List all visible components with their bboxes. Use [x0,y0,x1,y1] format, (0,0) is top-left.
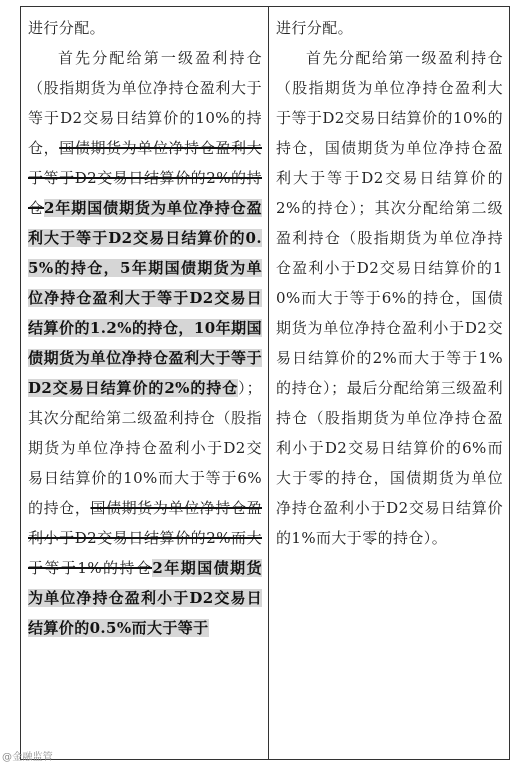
left-text-segment: 首先分配给第一级盈利持仓（股指期货为单位净持仓盈利大于等于D2交易日结算价的10%的持仓， [28,49,262,157]
inserted-text-segment: 2年期国债期货为单位净持仓盈利大于等于D2交易日结算价的0.5%的持仓，5年期国债期货为单位净持仓盈利大于等于D2交易日结算价的1.2%的持仓，10年期国债期货为单位净持仓盈利大于等于D2交易日结算价的2%的持仓 [28,199,262,397]
left-paragraph-intro: 进行分配。 [28,19,106,37]
left-paragraph-main [28,43,262,643]
deleted-text-segment: 国债期货为单位净持仓盈利大于等于D2交易日结算价的2%的持仓 [28,139,262,217]
right-paragraph-main: 首先分配给第一级盈利持仓（股指期货为单位净持仓盈利大于等于D2交易日结算价的10%的持仓，国债期货为单位净持仓盈利大于等于D2交易日结算价的2%的持仓）；其次分配给第二级盈利持仓（股指期货为单位净持仓盈利小于D2交易日结算价的10%而大于等于6%的持仓，国债期货为单位净持仓盈利小于D2交易日结算价的2%而大于等于1%的持仓）；最后分配给第三级盈利持仓（股指期货为单位净持仓盈利小于D2交易日结算价的6%而大于零的持仓，国债期货为单位净持仓盈利小于D2交易日结算价的1%而大于零的持仓）。 [276,49,503,547]
left-column-revised-text [21,7,269,759]
comparison-table [20,6,510,760]
right-column-clean-text [269,7,509,759]
inserted-text-segment: 2年期国债期货为单位净持仓盈利小于D2交易日结算价的0.5%而大于等于 [28,559,262,637]
left-text-segment: ）；其次分配给第二级盈利持仓（股指期货为单位净持仓盈利小于D2交易日结算价的10%而大于等于6%的持仓， [28,379,262,517]
deleted-text-segment: 国债期货为单位净持仓盈利小于D2交易日结算价的2%而大于等于1%的持仓 [28,499,262,577]
watermark-text: @金融监管 [2,752,53,763]
right-paragraph-intro: 进行分配。 [276,19,354,37]
